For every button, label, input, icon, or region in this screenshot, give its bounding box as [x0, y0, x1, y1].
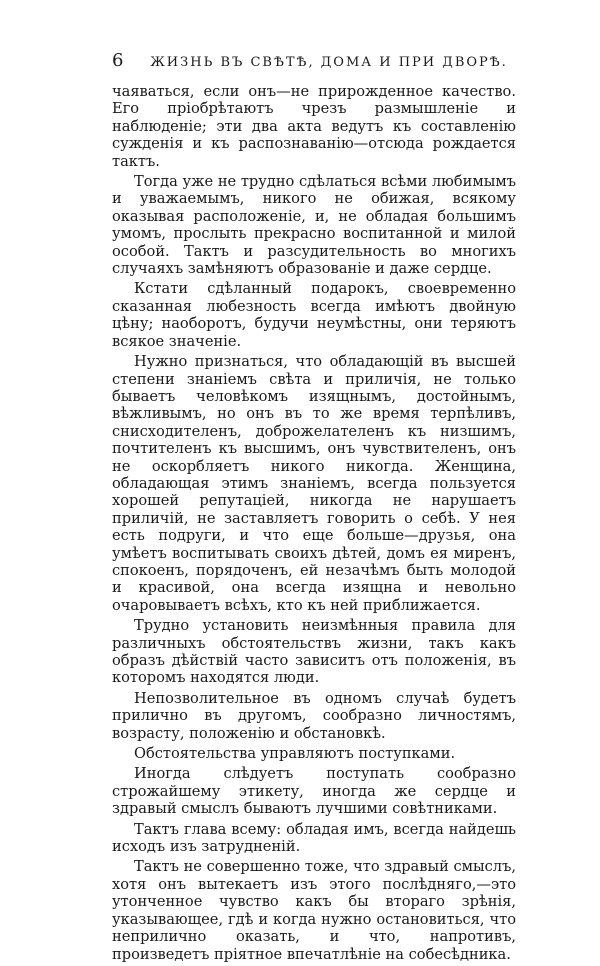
paragraph: Обстоятельства управляютъ поступками. — [134, 745, 456, 763]
paragraph: Трудно установить неизмѣнныя правила для различныхъ обстоятельствъ жизни, такъ какъ образъ дѣйствій часто зависитъ отъ положенія, въ которомъ находятся люди. — [112, 617, 516, 687]
paragraph: Кстати сдѣланный подарокъ, своевременно сказанная любезность всегда имѣютъ двойную цѣну; наоборотъ, будучи неумѣстны, они теряютъ всякое значеніе. — [112, 280, 516, 350]
body-text — [112, 83, 516, 966]
running-title: ЖИЗНЬ ВЪ СВѢТѢ, ДОМА И ПРИ ДВОРѢ. — [150, 55, 508, 70]
page-number: 6 — [112, 50, 124, 71]
paragraph: Тактъ глава всему: обладая имъ, всегда найдешь исходъ изъ затрудненій. — [112, 820, 516, 856]
paragraph: Нужно признаться, что обладающій въ высшей степени знаніемъ свѣта и приличія, не только бываетъ человѣкомъ изящнымъ, достойнымъ, вѣжливымъ, но онъ въ то же время терпѣливъ, снисходителенъ, доброжелателенъ къ низшимъ, почтителенъ къ высшимъ, онъ чувствителенъ, онъ не оскорбляетъ никого никогда. Женщина, обладающая этимъ знаніемъ, всегда пользуется хорошей репутаціей, никогда не нарушаетъ приличій, не заставляетъ говорить о себѣ. У нея есть подруги, и что еще больше—друзья, она умѣетъ воспитывать своихъ дѣтей, домъ ея миренъ, спокоенъ, порядоченъ, ей незачѣмъ быть молодой и красивой, она всегда изящна и невольно очаровываетъ всѣхъ, кто къ ней приближается. — [112, 353, 516, 614]
paragraph: Тогда уже не трудно сдѣлаться всѣми любимымъ и уважаемымъ, никого не обижая, всякому оказывая расположеніе, и, не обладая большимъ умомъ, прослыть прекрасно воспитанной и милой особой. Тактъ и разсудительность во многихъ случаяхъ замѣняютъ образованіе и даже сердце. — [112, 173, 516, 278]
paragraph-continuation: чаяваться, если онъ—не прирожденное качество. Его пріобрѣтаютъ чрезъ размышленіе и наблюденіе; эти два акта ведутъ къ составленію сужденія и къ распознаванію—отсюда рождается тактъ. — [112, 83, 516, 170]
page-header — [112, 50, 516, 71]
paragraph: Тактъ не совершенно тоже, что здравый смыслъ, хотя онъ вытекаетъ изъ этого послѣдняго,—это утонченное чувство какъ бы вторагo зрѣнія, указывающее, гдѣ и когда нужно остановиться, что неприлично оказать, и что, напротивъ, произведетъ пріятное впечатлѣніе на собесѣдника. — [112, 858, 516, 963]
paragraph: Иногда слѣдуетъ поступать сообразно строжайшему этикету, иногда же сердце и здравый смыслъ бываютъ лучшими совѣтниками. — [112, 765, 516, 818]
paragraph: Непозволительное въ одномъ случаѣ будетъ прилично въ другомъ, сообразно личностямъ, возрасту, положенію и обстановкѣ. — [112, 689, 516, 742]
